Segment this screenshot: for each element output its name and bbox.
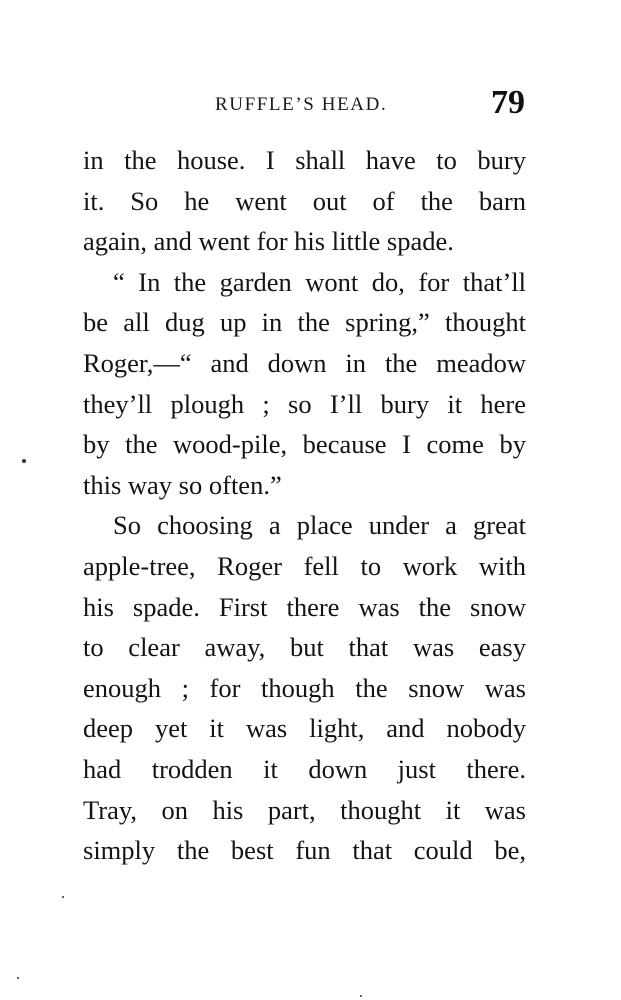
running-title: RUFFLE’S HEAD. [215,94,388,115]
body-text [83,140,526,871]
speck [22,459,26,463]
text-line: again, and went for his little spade. [83,226,454,257]
text-line: had trodden it down just there. [83,753,526,784]
text-line: to clear away, but that was easy [83,632,526,663]
text-line: Tray, on his part, thought it was [83,794,526,825]
speck [62,896,64,898]
text-line: this way so often.” [83,469,282,500]
text-line: by the wood-pile, because I come by [83,429,526,460]
text-line: deep yet it was light, and nobody [83,713,526,744]
text-line: simply the best fun that could be, [83,835,526,866]
running-header [83,84,529,128]
text-line: Roger,—“ and down in the meadow [83,347,526,378]
text-line: in the house. I shall have to bury [83,145,526,175]
speck [360,995,362,997]
text-line: apple-tree, Roger fell to work with [83,550,526,581]
text-line: “ In the garden wont do, for that’ll [113,266,526,297]
page-number: 79 [491,84,525,121]
text-line: enough ; for though the snow was [83,672,526,703]
text-line: it. So he went out of the barn [83,185,526,216]
speck [17,977,19,979]
text-line: his spade. First there was the snow [83,591,526,622]
text-line: they’ll plough ; so I’ll bury it here [83,388,526,419]
text-line: So choosing a place under a great [113,510,526,541]
text-line: be all dug up in the spring,” thought [83,307,526,338]
